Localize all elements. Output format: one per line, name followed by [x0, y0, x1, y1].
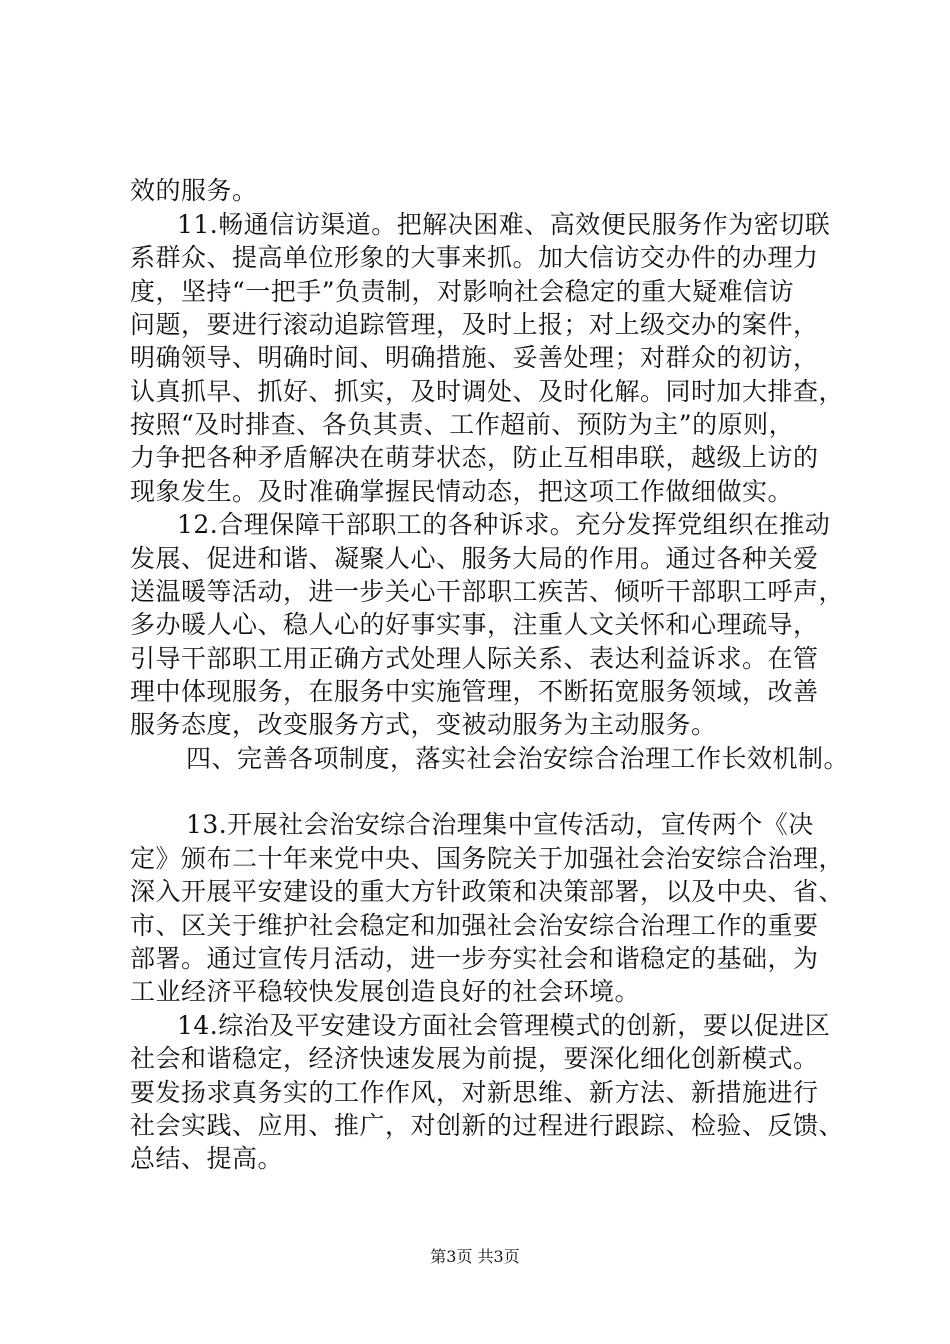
paragraph-line: 送温暖等活动，进一步关心干部职工疾苦、倾听干部职工呼声，: [130, 577, 845, 606]
paragraph-line: 问题，要进行滚动追踪管理，及时上报；对上级交办的案件，: [130, 310, 819, 339]
paragraph-line: 13.开展社会治安综合治理集中宣传活动，宣传两个《决: [186, 810, 814, 839]
paragraph-line: 总结、提高。: [130, 1144, 284, 1173]
paragraph-line: 部署。通过宣传月活动，进一步夯实社会和谐稳定的基础，为: [130, 944, 819, 973]
paragraph-line: 度，坚持“一把手”负责制，对影响社会稳定的重大疑难信访: [130, 277, 795, 306]
paragraph-line: 系群众、提高单位形象的大事来抓。加大信访交办件的办理力: [130, 243, 819, 272]
paragraph-line: 多办暖人心、稳人心的好事实事，注重人文关怀和心理疏导，: [130, 610, 819, 639]
paragraph-line: 现象发生。及时准确掌握民情动态，把这项工作做细做实。: [130, 477, 794, 506]
paragraph-line: 社会和谐稳定，经济快速发展为前提，要深化细化创新模式。: [130, 1044, 819, 1073]
paragraph-line: 按照“及时排查、各负其责、工作超前、预防为主”的原则，: [130, 410, 795, 439]
paragraph-line: 社会实践、应用、推广，对创新的过程进行跟踪、检验、反馈、: [130, 1111, 845, 1140]
paragraph-line: 11.畅通信访渠道。把解决困难、高效便民服务作为密切联: [177, 210, 831, 239]
paragraph-line: 效的服务。: [130, 176, 258, 205]
paragraph-line: 定》颁布二十年来党中央、国务院关于加强社会治安综合治理，: [130, 844, 845, 873]
paragraph-line: 市、区关于维护社会稳定和加强社会治安综合治理工作的重要: [130, 911, 819, 940]
paragraph-line: 服务态度，改变服务方式，变被动服务为主动服务。: [130, 710, 717, 739]
paragraph-line: 深入开展平安建设的重大方针政策和决策部署，以及中央、省、: [130, 877, 845, 906]
page-footer-number: 第3页 共3页: [430, 1247, 520, 1266]
paragraph-line: 要发扬求真务实的工作作风，对新思维、新方法、新措施进行: [130, 1078, 819, 1107]
paragraph-line: 认真抓早、抓好、抓实，及时调处、及时化解。同时加大排查，: [130, 377, 845, 406]
paragraph-line: 明确领导、明确时间、明确措施、妥善处理；对群众的初访，: [130, 343, 819, 372]
paragraph-line: 力争把各种矛盾解决在萌芽状态，防止互相串联，越级上访的: [130, 443, 819, 472]
paragraph-line: 14.综治及平安建设方面社会管理模式的创新，要以促进区: [177, 1011, 831, 1040]
paragraph-line: 12.合理保障干部职工的各种诉求。充分发挥党组织在推动: [177, 510, 831, 539]
paragraph-line: 发展、促进和谐、凝聚人心、服务大局的作用。通过各种关爱: [130, 544, 819, 573]
section-heading: 四、完善各项制度，落实社会治安综合治理工作长效机制。: [186, 744, 850, 773]
paragraph-line: 工业经济平稳较快发展创造良好的社会环境。: [130, 977, 641, 1006]
paragraph-line: 理中体现服务，在服务中实施管理，不断拓宽服务领域，改善: [130, 677, 819, 706]
paragraph-line: 引导干部职工用正确方式处理人际关系、表达利益诉求。在管: [130, 644, 819, 673]
